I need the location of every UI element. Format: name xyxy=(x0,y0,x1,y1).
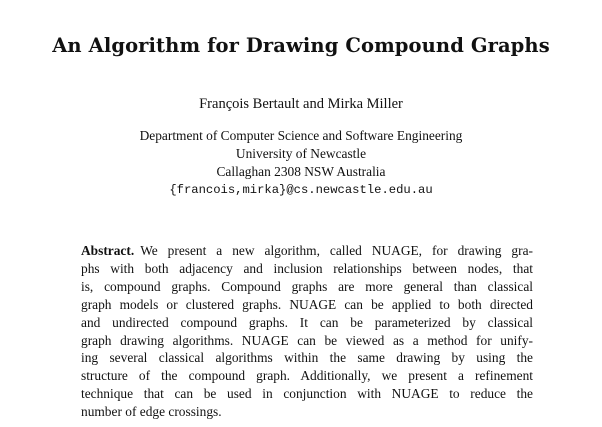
abstract-line: ing several classical algorithms within the same drawing by using the xyxy=(81,350,533,366)
affiliation-university: University of Newcastle xyxy=(235,146,367,161)
abstract-line: number of edge crossings. xyxy=(81,404,222,420)
abstract-line: technique that can be used in conjunction with NUAGE to reduce the xyxy=(81,386,533,402)
abstract-line: graph models or clustered graphs. NUAGE can be applied to both directed xyxy=(81,296,533,312)
affiliation-email: {francois,mirka}@cs.newcastle.edu.au xyxy=(169,183,433,197)
abstract-line: is, compound graphs. Compound graphs are more general than classical xyxy=(81,278,533,294)
abstract-line: and undirected compound graphs. It can be parameterized by classical xyxy=(81,314,533,330)
paper-title: An Algorithm for Drawing Compound Graphs xyxy=(52,34,550,57)
abstract-line: phs with both adjacency and inclusion relationships between nodes, that xyxy=(81,260,533,276)
abstract-heading: Abstract. xyxy=(81,243,135,258)
abstract-line: structure of the compound graph. Additionally, we present a refinement xyxy=(81,368,533,384)
abstract-line-text: We present a new algorithm, called NUAGE, for drawing gra- xyxy=(140,243,533,258)
affiliation-address: Callaghan 2308 NSW Australia xyxy=(216,164,386,179)
abstract-line xyxy=(81,242,533,260)
affiliation-department: Department of Computer Science and Software Engineering xyxy=(139,128,463,143)
paper-authors: François Bertault and Mirka Miller xyxy=(199,96,403,112)
abstract xyxy=(81,242,533,421)
abstract-line: graph drawing algorithms. NUAGE can be viewed as a method for unify- xyxy=(81,332,533,348)
